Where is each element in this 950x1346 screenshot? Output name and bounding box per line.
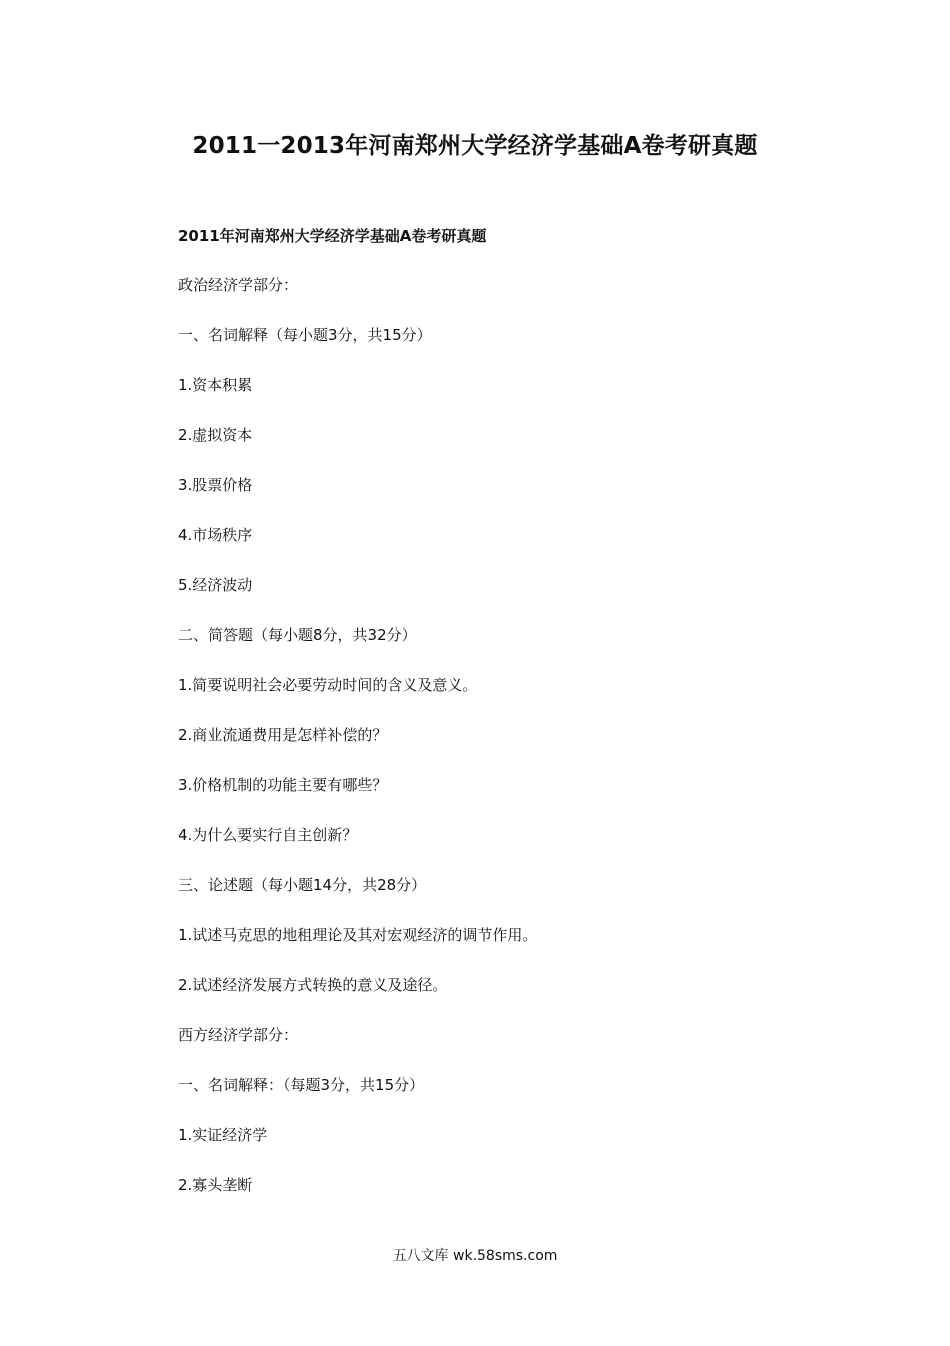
body-line: 2.寡头垄断: [178, 1176, 253, 1194]
body-line: 1.资本积累: [178, 376, 253, 394]
body-line: 2.虚拟资本: [178, 426, 253, 444]
page-footer: 五八文库 wk.58sms.com: [392, 1248, 558, 1264]
body-line: 1.试述马克思的地租理论及其对宏观经济的调节作用。: [178, 926, 538, 944]
body-line: 三、论述题（每小题14分，共28分）: [178, 876, 427, 894]
body-line: 2.商业流通费用是怎样补偿的？: [178, 726, 388, 744]
document-title: 2011一2013年河南郑州大学经济学基础A卷考研真题: [192, 133, 758, 159]
body-line: 一、名词解释（每小题3分，共15分）: [178, 326, 432, 344]
section-title: 2011年河南郑州大学经济学基础A卷考研真题: [178, 227, 487, 245]
body-line: 一、名词解释：（每题3分，共15分）: [178, 1076, 425, 1094]
body-line: 政治经济学部分：: [178, 276, 299, 294]
body-line: 2.试述经济发展方式转换的意义及途径。: [178, 976, 448, 994]
body-line: 3.价格机制的功能主要有哪些？: [178, 776, 388, 794]
body-line: 4.为什么要实行自主创新？: [178, 826, 358, 844]
body-line: 1.简要说明社会必要劳动时间的含义及意义。: [178, 676, 478, 694]
body-line: 5.经济波动: [178, 576, 253, 594]
body-line: 西方经济学部分：: [178, 1026, 299, 1044]
body-line: 二、简答题（每小题8分，共32分）: [178, 626, 417, 644]
body-line: 1.实证经济学: [178, 1126, 268, 1144]
body-line: 3.股票价格: [178, 476, 253, 494]
document-body: [178, 270, 858, 1220]
body-line: 4.市场秩序: [178, 526, 253, 544]
